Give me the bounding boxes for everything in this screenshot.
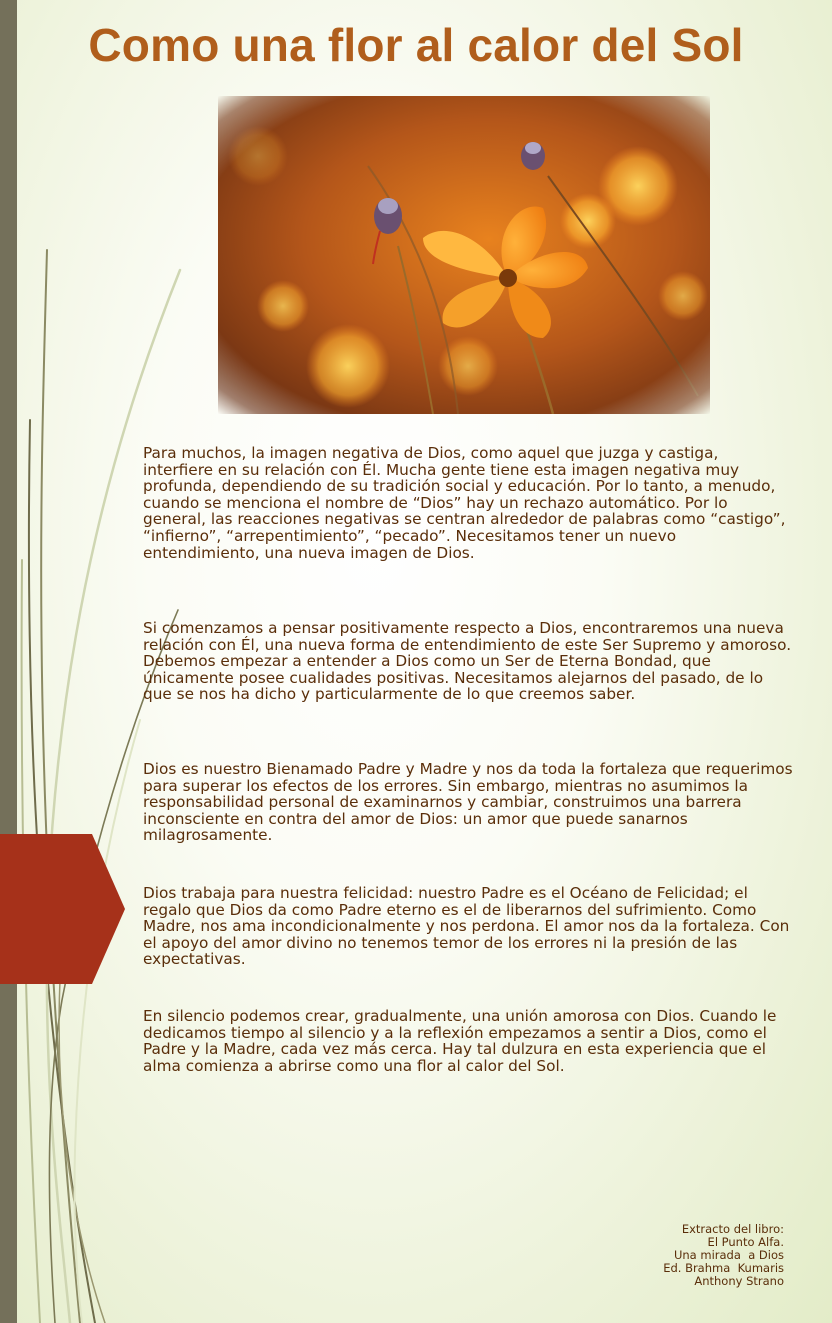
flower-photo [218,96,710,414]
red-arrow-tab [0,834,125,984]
credits-line: Extracto del libro: [681,1222,784,1236]
left-border-bar [0,0,17,1323]
book-credits [663,1223,784,1288]
paragraph-3: Dios es nuestro Bienamado Padre y Madre y nos da toda la fortaleza que requerimos para superar los efectos de los errores. Sin embargo, mientras no asumimos la responsabilidad personal de examinarnos y cambiar, construimos una barrera inconsciente en contra del amor de Dios: un amor que puede sanarnos milagrosamente. [143,760,793,845]
paragraph-4: Dios trabaja para nuestra felicidad: nuestro Padre es el Océano de Felicidad; el regalo que Dios da como Padre eterno es el de liberarnos del sufrimiento. Como Madre, nos ama incondicionalmente y nos perdona. El amor nos da la fortaleza. Con el apoyo del amor divino no tenemos temor de los errores ni la presión de las expectativas. [143,884,790,969]
page-title: Como una flor al calor del Sol [88,19,744,71]
flower-image [218,96,710,414]
paragraph-1: Para muchos, la imagen negativa de Dios, como aquel que juzga y castiga, interfiere en su relación con Él. Mucha gente tiene esta imagen negativa muy profunda, dependiendo de su tradición social y educación. Por lo tanto, a menudo, cuando se menciona el nombre de “Dios” hay un rechazo automático. Por lo general, las reacciones negativas se centran alrededor de palabras como “castigo”, “infierno”, “arrepentimiento”, “pecado”. Necesitamos tener un nuevo entendimiento, una nueva imagen de Dios. [143,444,786,562]
paragraph-5: En silencio podemos crear, gradualmente, una unión amorosa con Dios. Cuando le dedicamos tiempo al silencio y a la reflexión empezamos a sentir a Dios, como el Padre y la Madre, cada vez más cerca. Hay tal dulzura en esta experiencia que el alma comienza a abrirse como una flor al calor del Sol. [143,1007,777,1075]
paragraph-2: Si comenzamos a pensar positivamente respecto a Dios, encontraremos una nueva relación con Él, una nueva forma de entendimiento de este Ser Supremo y amoroso. Debemos empezar a entender a Dios como un Ser de Eterna Bondad, que únicamente posee cualidades positivas. Necesitamos alejarnos del pasado, de lo que se nos ha dicho y particularmente de lo que creemos saber. [143,619,792,704]
credits-line: Ed. Brahma Kumaris [663,1261,784,1275]
credits-line: Anthony Strano [694,1274,784,1288]
credits-line: El Punto Alfa. [707,1235,784,1249]
credits-line: Una mirada a Dios [673,1248,784,1262]
